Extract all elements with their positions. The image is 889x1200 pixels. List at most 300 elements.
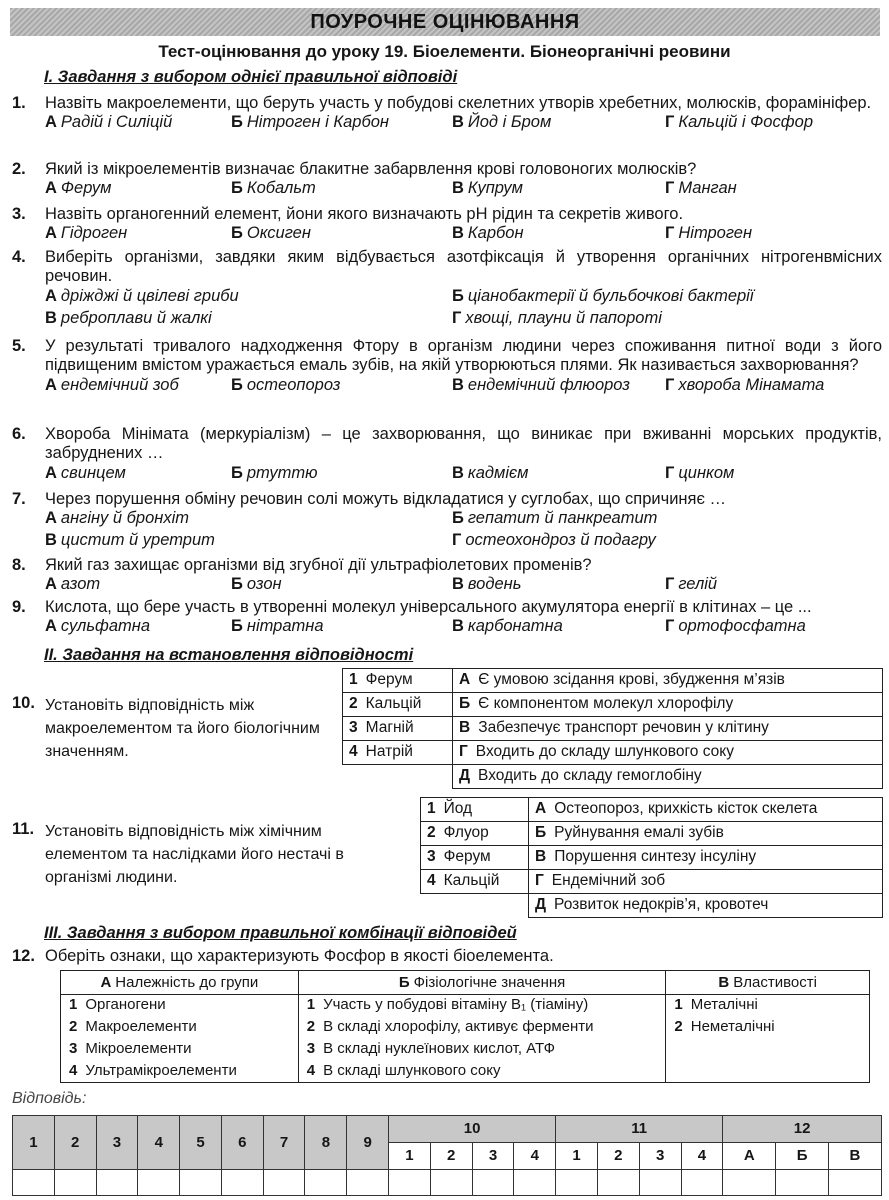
question-3: [12, 205, 882, 246]
combo-cell: [298, 1039, 666, 1061]
option-text: Кобальт: [246, 179, 316, 198]
match-left-number: 3: [349, 719, 358, 737]
answer-input-cell[interactable]: [263, 1170, 305, 1196]
options-row: [45, 617, 882, 639]
combo-header-letter: А: [100, 973, 112, 991]
option-letter: В: [452, 575, 464, 594]
q12-combo-table: [60, 970, 870, 1083]
q11-text: [45, 820, 400, 890]
answer-input-cell[interactable]: [180, 1170, 222, 1196]
combo-item-text: В складі хлорофілу, активує ферменти: [323, 1017, 594, 1035]
match-right-text: Забезпечує транспорт речовин у клітину: [478, 719, 769, 737]
option-letter: В: [452, 463, 464, 482]
options-row: [45, 309, 882, 331]
option-Б[interactable]: [231, 464, 318, 483]
option-text: гелій: [678, 575, 718, 594]
option-letter: В: [452, 617, 464, 636]
answer-col-3: 3: [96, 1116, 138, 1170]
option-Г[interactable]: [452, 309, 662, 328]
question-number: 5.: [12, 337, 26, 355]
combo-header-text: Належність до групи: [115, 973, 259, 991]
section-1-title: І. Завдання з вибором однієї правильної відповіді: [44, 68, 458, 86]
option-letter: А: [45, 575, 57, 594]
match-left-cell: [343, 693, 453, 717]
answer-col-6: 6: [221, 1116, 263, 1170]
match-right-letter: Б: [459, 695, 471, 713]
match-right-cell: [453, 669, 883, 693]
options-row: [45, 224, 882, 246]
match-left-text: Магній: [365, 719, 414, 737]
match-right-cell: [529, 870, 883, 894]
option-letter: В: [45, 531, 57, 550]
question-6: [12, 425, 882, 486]
combo-item-number: 4: [306, 1061, 316, 1079]
match-right-text: Входить до складу гемоглобіну: [478, 767, 702, 785]
match-left-number: 2: [427, 824, 436, 842]
option-letter: Б: [231, 463, 243, 482]
combo-header-letter: В: [718, 973, 730, 991]
q10-text-content: Установіть відповідність між макроелементом та його біологічним значенням.: [45, 697, 320, 761]
option-text: Йод і Бром: [467, 113, 552, 132]
option-letter: Г: [452, 308, 462, 327]
option-letter: Г: [665, 224, 675, 243]
question-number: 3.: [12, 205, 26, 223]
answer-col-4: 4: [138, 1116, 180, 1170]
match-right-cell: [453, 741, 883, 765]
option-В[interactable]: [452, 179, 523, 198]
q10-match-table: [342, 668, 883, 789]
option-А[interactable]: [45, 179, 111, 198]
q11-match-table: [420, 797, 883, 918]
option-text: карбонатна: [467, 617, 563, 636]
option-Б[interactable]: [231, 376, 340, 395]
option-letter: А: [45, 224, 57, 243]
option-В[interactable]: [452, 464, 528, 483]
option-letter: А: [45, 113, 57, 132]
answer-input-cell[interactable]: [639, 1170, 681, 1196]
match-left-number: 1: [427, 800, 436, 818]
match-right-letter: А: [459, 671, 471, 689]
combo-cell: [666, 995, 870, 1017]
option-text: Оксиген: [246, 224, 311, 243]
match-right-cell: [529, 822, 883, 846]
options-row: [45, 531, 882, 553]
option-Б[interactable]: [231, 617, 324, 636]
combo-cell: [61, 995, 299, 1017]
match-left-cell: [343, 717, 453, 741]
answer-sub-12-В: В: [828, 1143, 881, 1170]
option-text: Нітроген: [678, 224, 753, 243]
match-right-text: Розвиток недокрів’я, кровотеч: [554, 896, 769, 914]
answer-input-cell[interactable]: [514, 1170, 556, 1196]
combo-cell: [61, 1061, 299, 1083]
answer-sub-10-2: 2: [430, 1143, 472, 1170]
answer-input-cell[interactable]: [472, 1170, 514, 1196]
option-text: сульфатна: [60, 617, 150, 636]
question-text: Через порушення обміну речовин солі можуть відкладатися у суглобах, що спричиняє …: [45, 490, 726, 508]
option-В[interactable]: [452, 617, 563, 636]
combo-item-number: 2: [674, 1017, 683, 1035]
option-text: хвощі, плауни й папороті: [465, 308, 662, 327]
match-right-text: Остеопороз, крихкість кісток скелета: [554, 800, 818, 818]
option-В[interactable]: [452, 113, 551, 132]
match-left-cell: [421, 870, 529, 894]
option-letter: Б: [231, 575, 243, 594]
option-letter: В: [452, 375, 464, 394]
combo-item-text: В складі шлункового соку: [323, 1061, 501, 1079]
option-text: ендемічний зоб: [60, 375, 179, 394]
match-left-cell: [343, 741, 453, 765]
options-row: [45, 113, 882, 135]
option-letter: Б: [231, 617, 243, 636]
combo-item-text: Участь у побудові вітаміну B₁ (тіаміну): [323, 996, 589, 1013]
answer-input-cell[interactable]: [681, 1170, 723, 1196]
option-letter: Г: [665, 617, 675, 636]
option-letter: В: [452, 224, 464, 243]
answer-input-cell[interactable]: [13, 1170, 55, 1196]
match-row: [343, 741, 883, 765]
option-letter: Б: [452, 509, 464, 528]
option-letter: Б: [231, 179, 243, 198]
match-empty-cell: [343, 765, 453, 789]
answer-sub-12-Б: Б: [776, 1143, 829, 1170]
options-row: [45, 464, 882, 486]
answer-sub-11-2: 2: [597, 1143, 639, 1170]
combo-item-text: Макроелементи: [85, 1017, 197, 1035]
match-right-letter: А: [535, 800, 547, 818]
answer-input-cell[interactable]: [430, 1170, 472, 1196]
match-row: [343, 765, 883, 789]
option-text: Гідроген: [60, 224, 128, 243]
option-В[interactable]: [45, 531, 215, 550]
question-number: 6.: [12, 425, 26, 443]
match-left-number: 4: [427, 872, 436, 890]
question-1: [12, 94, 882, 135]
combo-cell: [61, 1039, 299, 1061]
header-banner: [10, 8, 880, 36]
combo-item-number: 1: [306, 996, 316, 1013]
combo-header-row: [61, 971, 870, 995]
q12-number: 12.: [12, 947, 35, 965]
question-text: У результаті тривалого надходження Фтору в організм людини через споживання питної води з його підвищеним вмістом уражається емаль зубів, на якій утворюються плями. Як називається захворювання?: [45, 337, 882, 375]
match-row: [421, 798, 883, 822]
option-А[interactable]: [45, 617, 150, 636]
answer-col-8: 8: [305, 1116, 347, 1170]
option-letter: Г: [665, 179, 675, 198]
match-right-text: Порушення синтезу інсуліну: [554, 848, 757, 866]
answer-sub-11-3: 3: [639, 1143, 681, 1170]
option-text: дріжджі й цвілеві гриби: [60, 286, 239, 305]
answer-input-cell[interactable]: [597, 1170, 639, 1196]
answer-group-12: 12: [723, 1116, 882, 1143]
match-right-cell: [453, 765, 883, 789]
combo-row: [61, 995, 870, 1017]
answer-input-cell[interactable]: [138, 1170, 180, 1196]
question-text: Назвіть органогенний елемент, йони якого визначають рН рідин та секретів живого.: [45, 205, 684, 223]
match-left-text: Йод: [443, 800, 473, 818]
options-row: [45, 509, 882, 531]
answer-header-row: [13, 1116, 882, 1143]
answer-sub-11-4: 4: [681, 1143, 723, 1170]
match-row: [421, 846, 883, 870]
option-Г[interactable]: [665, 113, 813, 132]
combo-item-number: 3: [69, 1039, 78, 1057]
option-Б[interactable]: [231, 224, 311, 243]
match-empty-cell: [421, 894, 529, 918]
option-А[interactable]: [45, 509, 189, 528]
option-letter: Б: [452, 286, 464, 305]
answer-sub-10-1: 1: [389, 1143, 431, 1170]
option-text: Карбон: [467, 224, 524, 243]
option-В[interactable]: [452, 224, 524, 243]
combo-item-number: 1: [674, 996, 683, 1013]
section-3-title: ІІІ. Завдання з вибором правильної комбінації відповідей: [44, 924, 517, 942]
option-text: свинцем: [60, 463, 126, 482]
option-Б[interactable]: [231, 179, 316, 198]
option-text: Нітроген і Карбон: [246, 113, 390, 132]
option-text: ангіну й бронхіт: [60, 509, 190, 528]
question-7: [12, 490, 882, 553]
option-letter: В: [452, 113, 464, 132]
match-left-text: Кальцій: [365, 695, 422, 713]
answer-input-cell[interactable]: [776, 1170, 829, 1196]
match-right-letter: Г: [459, 743, 468, 761]
match-left-number: 3: [427, 848, 436, 866]
option-letter: В: [452, 179, 464, 198]
answer-input-cell[interactable]: [828, 1170, 881, 1196]
question-8: [12, 556, 882, 597]
combo-item-text: Ультрамікроелементи: [85, 1061, 237, 1079]
option-Б[interactable]: [452, 509, 657, 528]
q10-number: 10.: [12, 694, 35, 712]
option-letter: Б: [231, 375, 243, 394]
combo-item-text: Металічні: [690, 996, 758, 1013]
question-text: Назвіть макроелементи, що беруть участь у побудові скелетних утворів хребетних, молюсків, форамініфер.: [45, 94, 872, 112]
question-text: Кислота, що бере участь в утворенні молекул універсального акумулятора енергії в клітинах – це ...: [45, 598, 812, 616]
option-text: цинком: [678, 463, 735, 482]
combo-header-А: [61, 971, 299, 995]
combo-header-Б: [298, 971, 666, 995]
match-left-text: Натрій: [365, 743, 413, 761]
options-row: [45, 575, 882, 597]
option-А[interactable]: [45, 224, 127, 243]
option-В[interactable]: [45, 309, 212, 328]
option-Б[interactable]: [231, 113, 389, 132]
match-right-letter: В: [459, 719, 471, 737]
match-right-text: Є умовою зсідання крові, збудження м’язів: [478, 671, 785, 689]
question-text: Хвороба Мінімата (меркуріалізм) – це захворювання, що виникає при вживанні морських продуктів, забруднених …: [45, 425, 882, 463]
match-left-text: Кальцій: [443, 872, 500, 890]
option-Г[interactable]: [665, 376, 824, 395]
answer-col-7: 7: [263, 1116, 305, 1170]
match-left-number: 2: [349, 695, 358, 713]
option-letter: Г: [665, 113, 675, 132]
answer-col-1: 1: [13, 1116, 55, 1170]
combo-row: [61, 1039, 870, 1061]
option-text: озон: [246, 575, 282, 594]
option-Г[interactable]: [665, 224, 752, 243]
match-right-letter: В: [535, 848, 547, 866]
options-row: [45, 287, 882, 309]
match-right-cell: [529, 798, 883, 822]
option-Б[interactable]: [231, 575, 282, 594]
match-right-text: Є компонентом молекул хлорофілу: [478, 695, 734, 713]
option-letter: А: [45, 179, 57, 198]
match-right-letter: Б: [535, 824, 547, 842]
option-text: Радій і Силіцій: [60, 113, 173, 132]
option-text: реброплави й жалкі: [60, 308, 212, 327]
combo-cell: [61, 1017, 299, 1039]
match-right-text: Руйнування емалі зубів: [554, 824, 724, 842]
answer-input-cell[interactable]: [556, 1170, 598, 1196]
match-row: [421, 894, 883, 918]
option-А[interactable]: [45, 464, 126, 483]
match-left-cell: [343, 669, 453, 693]
option-text: Купрум: [467, 179, 523, 198]
option-text: ціанобактерії й бульбочкові бактерії: [467, 286, 754, 305]
option-В[interactable]: [452, 575, 521, 594]
answer-input-cell[interactable]: [54, 1170, 96, 1196]
match-right-cell: [453, 693, 883, 717]
combo-item-text: Органогени: [85, 996, 166, 1013]
answer-sub-11-1: 1: [556, 1143, 598, 1170]
option-text: цистит й уретрит: [60, 531, 215, 550]
option-text: нітратна: [246, 617, 324, 636]
question-text: Який із мікроелементів визначає блакитне забарвлення крові головоногих молюсків?: [45, 160, 697, 178]
option-Г[interactable]: [665, 575, 717, 594]
question-number: 4.: [12, 248, 26, 266]
option-text: гепатит й панкреатит: [467, 509, 658, 528]
match-left-number: 4: [349, 743, 358, 761]
question-9: [12, 598, 882, 639]
question-4: [12, 248, 882, 331]
combo-item-text: В складі нуклеїнових кислот, АТФ: [323, 1039, 556, 1057]
answer-sub-12-А: А: [723, 1143, 776, 1170]
answer-input-cell[interactable]: [305, 1170, 347, 1196]
combo-item-number: 3: [306, 1039, 316, 1057]
option-А[interactable]: [45, 113, 172, 132]
question-5: [12, 337, 882, 398]
question-number: 2.: [12, 160, 26, 178]
question-2: [12, 160, 882, 201]
option-Г[interactable]: [665, 464, 734, 483]
combo-item-number: 2: [69, 1017, 78, 1035]
combo-cell: [298, 995, 666, 1017]
option-Б[interactable]: [452, 287, 754, 306]
answer-input-cell[interactable]: [389, 1170, 431, 1196]
option-text: азот: [60, 575, 101, 594]
option-А[interactable]: [45, 376, 179, 395]
answer-input-cell[interactable]: [221, 1170, 263, 1196]
question-number: 8.: [12, 556, 26, 574]
option-Г[interactable]: [452, 531, 656, 550]
option-А[interactable]: [45, 287, 239, 306]
combo-cell: [666, 1017, 870, 1039]
combo-row: [61, 1017, 870, 1039]
option-letter: Г: [665, 463, 675, 482]
option-В[interactable]: [452, 376, 630, 395]
match-left-number: 1: [349, 671, 358, 689]
answer-input-cell[interactable]: [96, 1170, 138, 1196]
match-row: [421, 870, 883, 894]
options-row: [45, 376, 882, 398]
q10-text: [45, 694, 330, 764]
question-number: 9.: [12, 598, 26, 616]
answer-group-10: 10: [389, 1116, 556, 1143]
option-letter: А: [45, 375, 57, 394]
section-2-title: ІІ. Завдання на встановлення відповідності: [44, 646, 414, 664]
option-letter: А: [45, 509, 57, 528]
option-letter: Г: [452, 531, 462, 550]
option-text: ендемічний флюороз: [467, 375, 630, 394]
answer-input-cell[interactable]: [347, 1170, 389, 1196]
combo-item-number: 2: [306, 1017, 316, 1035]
match-left-text: Ферум: [443, 848, 491, 866]
option-text: Манган: [678, 179, 737, 198]
answer-group-11: 11: [556, 1116, 723, 1143]
test-subtitle: Тест-оцінювання до уроку 19. Біоелементи. Біонеорганічні реовини: [158, 42, 731, 61]
question-text: Виберіть організми, завдяки яким відбувається азотфіксація й утворення органічних нітрогенвмісних речовин.: [45, 248, 882, 286]
answer-col-5: 5: [180, 1116, 222, 1170]
combo-header-В: [666, 971, 870, 995]
match-right-letter: Д: [459, 767, 471, 785]
option-text: ртуттю: [246, 463, 318, 482]
match-row: [343, 717, 883, 741]
question-number: 1.: [12, 94, 26, 112]
option-text: остеохондроз й подагру: [465, 531, 656, 550]
q12-text: Оберіть ознаки, що характеризують Фосфор в якості біоелемента.: [45, 947, 554, 965]
combo-header-letter: Б: [398, 973, 410, 991]
option-letter: Г: [665, 575, 675, 594]
match-left-text: Ферум: [365, 671, 413, 689]
match-left-cell: [421, 822, 529, 846]
answer-label: Відповідь:: [12, 1090, 87, 1107]
option-text: ортофосфатна: [678, 617, 806, 636]
options-row: [45, 179, 882, 201]
answer-col-9: 9: [347, 1116, 389, 1170]
match-row: [343, 693, 883, 717]
question-text: Який газ захищає організми від згубної дії ультрафіолетових променів?: [45, 556, 592, 574]
match-left-text: Флуор: [443, 824, 489, 842]
combo-cell: [298, 1017, 666, 1039]
combo-item-text: Мікроелементи: [85, 1039, 192, 1057]
question-number: 7.: [12, 490, 26, 508]
option-letter: Г: [665, 375, 675, 394]
match-left-cell: [421, 846, 529, 870]
combo-header-text: Фізіологічне значення: [413, 973, 566, 991]
answer-sub-10-4: 4: [514, 1143, 556, 1170]
option-text: хвороба Мінамата: [678, 375, 825, 394]
match-right-cell: [453, 717, 883, 741]
answer-input-cell[interactable]: [723, 1170, 776, 1196]
option-text: кадмієм: [467, 463, 529, 482]
option-Г[interactable]: [665, 617, 806, 636]
q11-text-content: Установіть відповідність між хімічним елементом та наслідками його нестачі в організмі людини.: [45, 823, 344, 887]
option-text: остеопороз: [246, 375, 341, 394]
match-right-letter: Г: [535, 872, 544, 890]
combo-cell: [666, 1039, 870, 1061]
option-letter: В: [45, 308, 57, 327]
match-right-letter: Д: [535, 896, 547, 914]
answer-sub-10-3: 3: [472, 1143, 514, 1170]
combo-item-number: 1: [69, 996, 78, 1013]
option-Г[interactable]: [665, 179, 737, 198]
option-letter: Б: [231, 224, 243, 243]
combo-header-text: Властивості: [733, 973, 817, 991]
option-А[interactable]: [45, 575, 100, 594]
combo-cell: [666, 1061, 870, 1083]
match-row: [343, 669, 883, 693]
